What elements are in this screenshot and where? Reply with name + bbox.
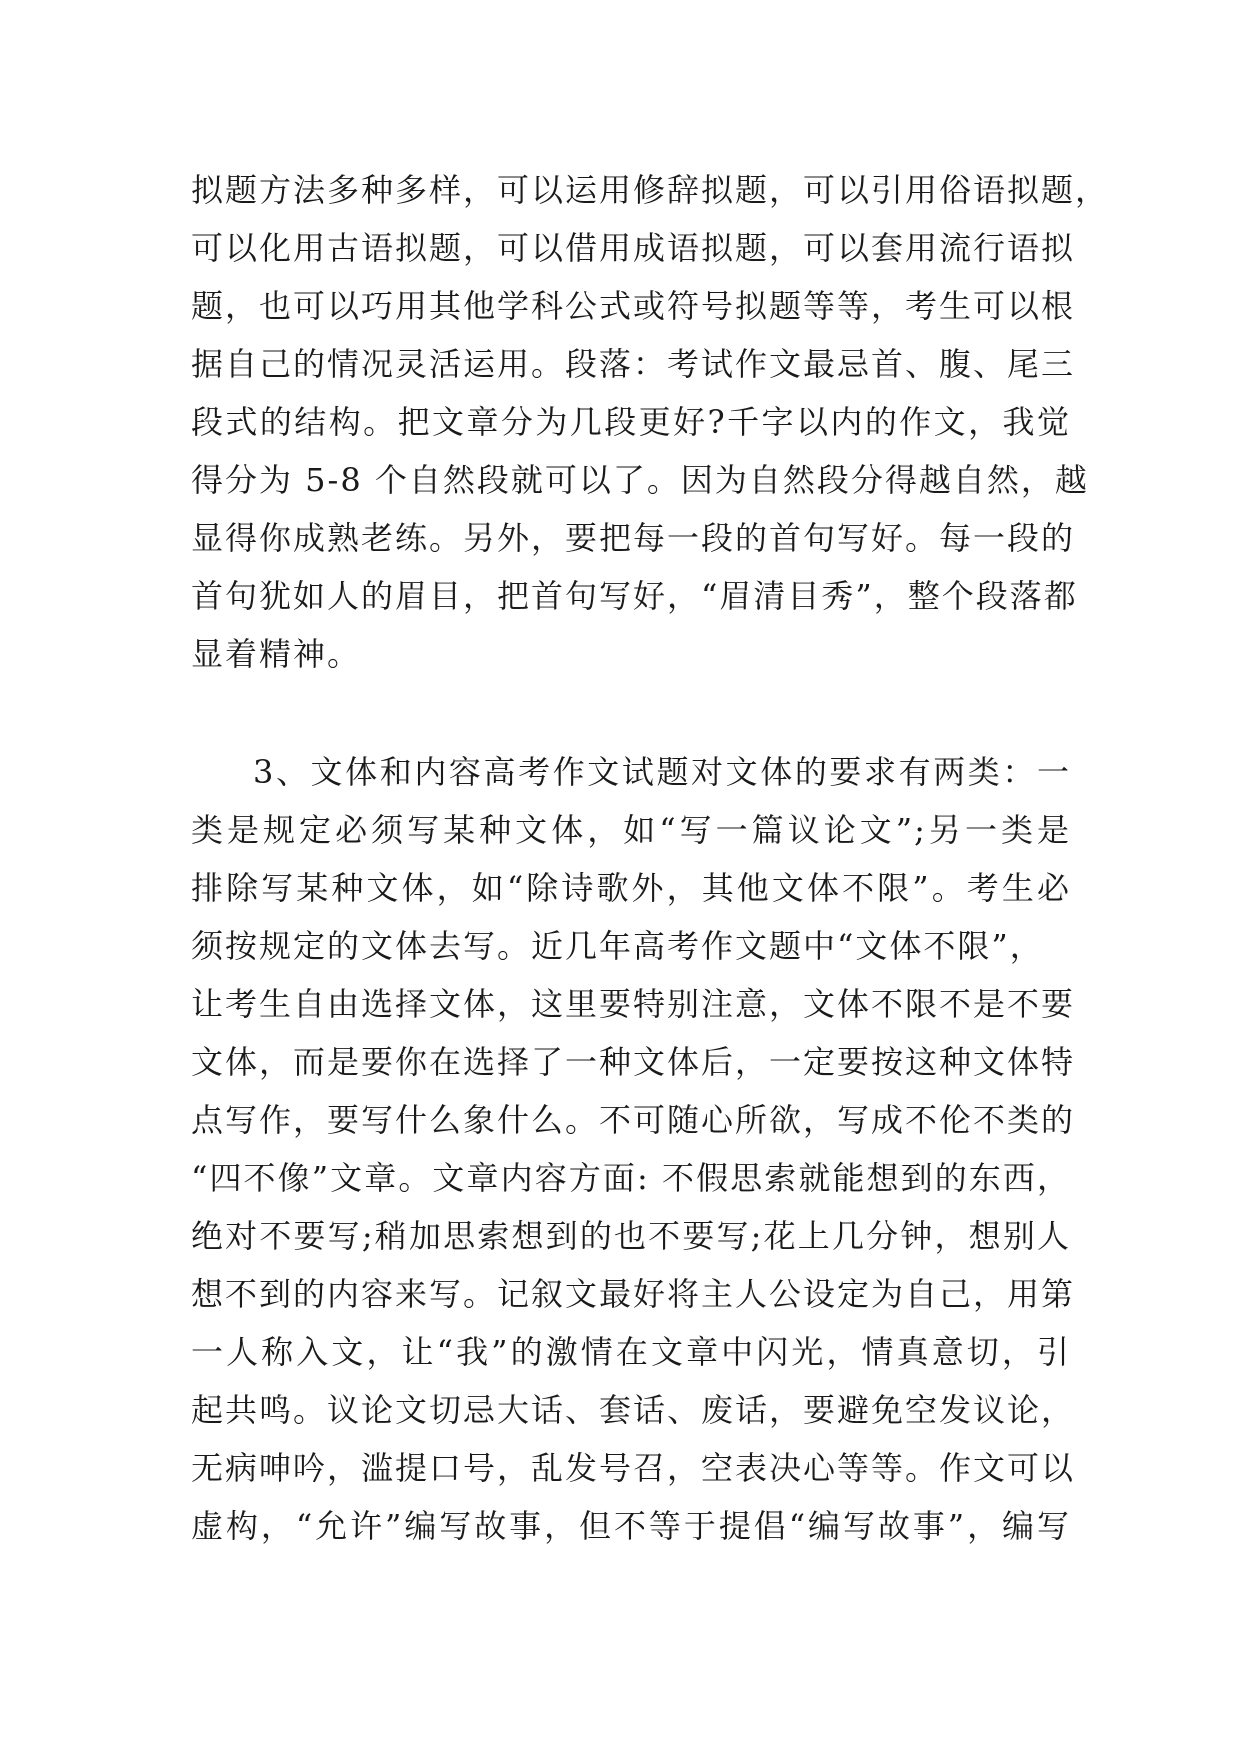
paragraph-line: 段式的结构。把文章分为几段更好?千字以内的作文，我觉: [191, 403, 1071, 441]
paragraph-line: 3、文体和内容高考作文试题对文体的要求有两类：一: [253, 753, 1071, 791]
paragraph-line: 一人称入文，让“我”的激情在文章中闪光，情真意切，引: [191, 1333, 1071, 1371]
paragraph-line: 想不到的内容来写。记叙文最好将主人公设定为自己，用第: [191, 1275, 1076, 1313]
paragraph-line: 排除写某种文体，如“除诗歌外，其他文体不限”。考生必: [191, 869, 1071, 907]
paragraph-line: 拟题方法多种多样，可以运用修辞拟题，可以引用俗语拟题，: [191, 171, 1110, 209]
paragraph-line: 据自己的情况灵活运用。段落：考试作文最忌首、腹、尾三: [191, 345, 1076, 383]
paragraph-line: 须按规定的文体去写。近几年高考作文题中“文体不限”，: [191, 927, 1044, 965]
paragraph-line: 无病呻吟，滥提口号，乱发号召，空表决心等等。作文可以: [191, 1449, 1076, 1487]
paragraph-line: 显得你成熟老练。另外，要把每一段的首句写好。每一段的: [191, 519, 1076, 557]
paragraph-line: 文体，而是要你在选择了一种文体后，一定要按这种文体特: [191, 1043, 1076, 1081]
paragraph-line: 虚构，“允许”编写故事，但不等于提倡“编写故事”，编写: [191, 1507, 1071, 1545]
paragraph-line: 起共鸣。议论文切忌大话、套话、废话，要避免空发议论，: [191, 1391, 1076, 1429]
paragraph-line: 首句犹如人的眉目，把首句写好，“眉清目秀”，整个段落都: [191, 577, 1078, 615]
paragraph-line: 题，也可以巧用其他学科公式或符号拟题等等，考生可以根: [191, 287, 1076, 325]
paragraph-line: “四不像”文章。文章内容方面: 不假思索就能想到的东西，: [191, 1159, 1071, 1197]
paragraph-line: 得分为 5-8 个自然段就可以了。因为自然段分得越自然，越: [191, 461, 1089, 499]
paragraph-line: 让考生自由选择文体，这里要特别注意，文体不限不是不要: [191, 985, 1076, 1023]
paragraph-line: 可以化用古语拟题，可以借用成语拟题，可以套用流行语拟: [191, 229, 1076, 267]
paragraph-line: 显着精神。: [191, 635, 362, 673]
paragraph-line: 绝对不要写;稍加思索想到的也不要写;花上几分钟，想别人: [191, 1217, 1071, 1255]
paragraph-line: 类是规定必须写某种文体，如“写一篇议论文”;另一类是: [191, 811, 1071, 849]
paragraph-line: 点写作，要写什么象什么。不可随心所欲，写成不伦不类的: [191, 1101, 1076, 1139]
